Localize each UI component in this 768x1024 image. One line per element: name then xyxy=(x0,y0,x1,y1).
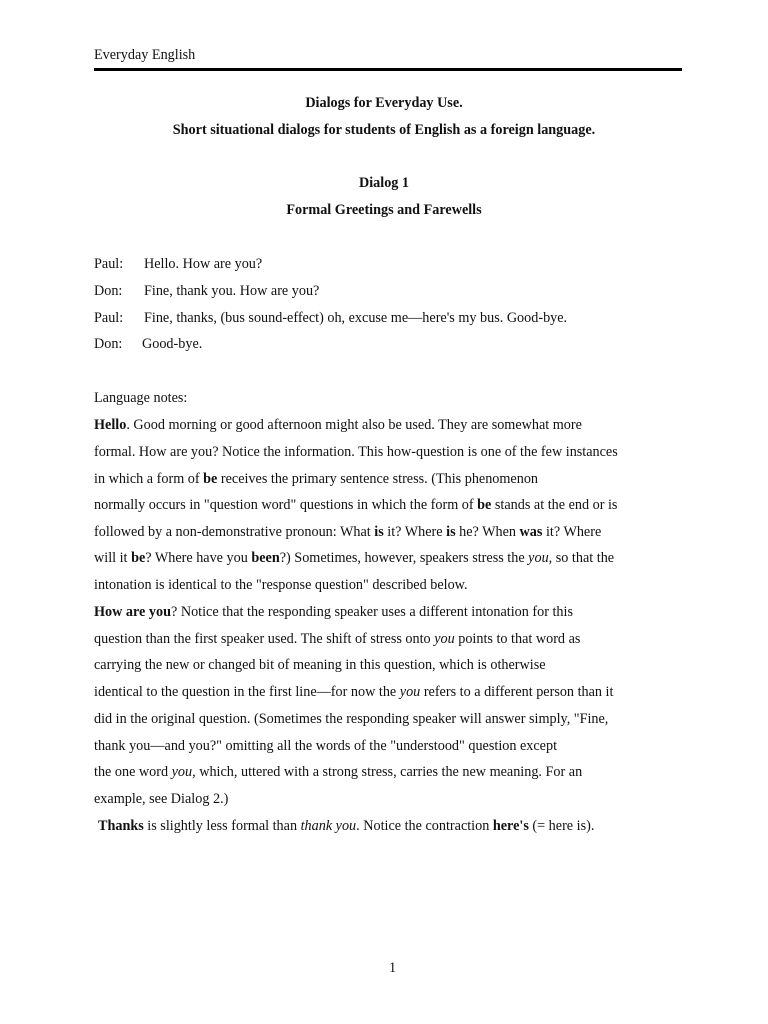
notes-line: formal. How are you? Notice the information. This how-question is one of the few instances xyxy=(94,444,618,460)
dialog-line xyxy=(94,283,319,300)
notes-line: Hello. Good morning or good afternoon might also be used. They are somewhat more xyxy=(94,417,582,433)
term-you: you xyxy=(528,550,549,566)
term-is: is xyxy=(446,524,456,540)
term-thank-you: thank you xyxy=(300,818,357,834)
dialog-line xyxy=(94,336,202,353)
dialog-line xyxy=(94,256,262,273)
header-title: Everyday English xyxy=(94,47,196,63)
notes-line: did in the original question. (Sometimes the responding speaker will answer simply, "Fine, xyxy=(94,711,609,727)
term-hello: Hello xyxy=(94,417,127,433)
dialog-text: Fine, thanks, (bus sound-effect) oh, excuse me—here's my bus. Good-bye. xyxy=(144,310,568,326)
notes-line: will it be? Where have you been?) Sometimes, however, speakers stress the you, so that the xyxy=(94,550,615,566)
speaker-name: Don: xyxy=(94,336,123,352)
term-be: be xyxy=(131,550,146,566)
main-title: Dialogs for Everyday Use. xyxy=(305,95,463,111)
speaker-name: Paul: xyxy=(94,310,124,326)
notes-heading: Language notes: xyxy=(94,390,188,406)
term-thanks: Thanks xyxy=(98,818,144,834)
speaker-name: Paul: xyxy=(94,256,124,272)
dialog-text: Hello. How are you? xyxy=(144,256,263,272)
dialog-text: Good-bye. xyxy=(142,336,203,352)
notes-line: followed by a non-demonstrative pronoun: What is it? Where is he? When was it? Where xyxy=(94,524,602,540)
term-was: was xyxy=(519,524,543,540)
notes-line: the one word you, which, uttered with a strong stress, carries the new meaning. For an xyxy=(94,764,583,780)
header-rule xyxy=(94,68,682,71)
term-heres: here's xyxy=(492,818,529,834)
notes-line: in which a form of be receives the primary sentence stress. (This phenomenon xyxy=(94,471,539,487)
term-been: been xyxy=(251,550,280,566)
term-is: is xyxy=(374,524,384,540)
notes-line: How are you? Notice that the responding speaker uses a different intonation for this xyxy=(94,604,573,620)
notes-line: intonation is identical to the "response question" described below. xyxy=(94,577,468,593)
dialog-number: Dialog 1 xyxy=(358,175,410,191)
term-be: be xyxy=(203,471,218,487)
dialog-text: Fine, thank you. How are you? xyxy=(144,283,320,299)
term-you: you xyxy=(434,631,455,647)
notes-line: identical to the question in the first line—for now the you refers to a different person than it xyxy=(94,684,614,700)
dialog-title: Formal Greetings and Farewells xyxy=(286,202,482,218)
speaker-name: Don: xyxy=(94,283,123,299)
notes-line: example, see Dialog 2.) xyxy=(94,791,229,807)
term-you: you xyxy=(399,684,421,700)
notes-line: Thanks is slightly less formal than thank you. Notice the contraction here's (= here is). xyxy=(98,818,595,834)
page-number: 1 xyxy=(388,960,397,976)
notes-line: question than the first speaker used. The shift of stress onto you points to that word as xyxy=(94,631,581,647)
notes-line: normally occurs in "question word" questions in which the form of be stands at the end or is xyxy=(94,497,618,513)
term-how-are-you: How are you xyxy=(94,604,171,620)
term-you: you xyxy=(171,764,193,780)
term-be: be xyxy=(477,497,492,513)
subtitle: Short situational dialogs for students of English as a foreign language. xyxy=(172,122,596,138)
notes-line: carrying the new or changed bit of meaning in this question, which is otherwise xyxy=(94,657,546,673)
notes-line: thank you—and you?" omitting all the words of the "understood" question except xyxy=(94,738,558,754)
dialog-line xyxy=(94,310,567,327)
